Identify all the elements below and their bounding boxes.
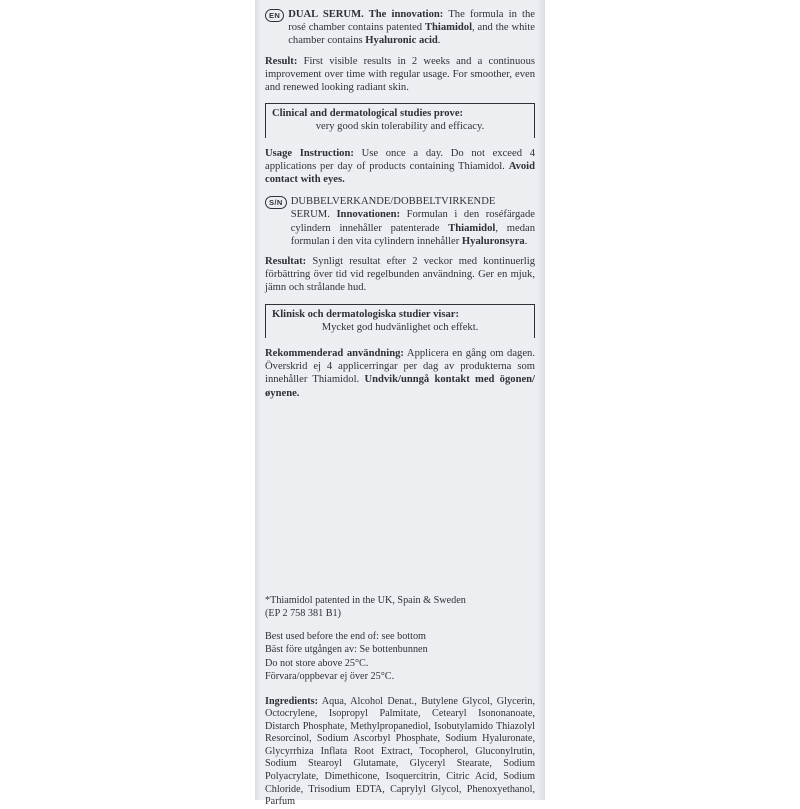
svno-intro-row <box>265 195 535 255</box>
blank-space <box>265 409 535 594</box>
ingredients-label: Ingredients: <box>265 695 319 707</box>
en-intro-row <box>265 8 535 55</box>
en-usage-bold: Avoid contact with eyes. <box>265 160 535 186</box>
svno-innovation-text-2: , medan formulan i den vita cylindern innehåller <box>290 222 535 247</box>
svno-innovation-label: Innovationen: <box>329 209 401 221</box>
svno-result-label: Resultat: <box>265 256 307 268</box>
en-studies-line-1: Clinical and dermatological studies prove: <box>272 108 464 120</box>
svno-innovation-bold-2: Hyaluronsyra <box>461 235 525 247</box>
svno-studies-box <box>265 304 535 338</box>
language-badge-en: EN <box>265 9 284 22</box>
storage-line-3: Förvara/oppbevar ej över 25°C. <box>265 671 395 683</box>
patent-note <box>265 594 535 620</box>
en-intro-paragraph <box>288 8 535 48</box>
svno-studies-line-1: Klinisk och dermatologiska studier visar: <box>272 308 459 320</box>
svno-result-text: Synligt resultat efter 2 veckor med kontinuerlig förbättring över tid vid regelbunden användning. Ger en mjuk, jämn och strålande hud. <box>265 256 535 294</box>
svno-usage-text: Applicera en gång om dagen. Överskrid ej 4 applicerringar per dag av produkterna som innehåller Thiamidol. <box>265 348 535 386</box>
en-intro-bold-1: Thiamidol <box>424 22 473 34</box>
svno-title: DUBBELVERKANDE/DOBBELTVIRKENDE SERUM. <box>290 196 496 221</box>
svno-innovation-bold-1: Thiamidol <box>448 222 496 234</box>
svno-innovation-end: . <box>524 235 528 247</box>
svno-result-paragraph <box>265 255 535 295</box>
en-studies-box <box>265 103 535 137</box>
en-intro-end: . <box>437 35 441 47</box>
storage-line-1: Bäst före utgången av: Se bottenbunnen <box>265 644 428 656</box>
patent-line-2: (EP 2 758 381 B1) <box>265 607 342 619</box>
svno-intro-paragraph <box>291 195 535 248</box>
en-result-text: First visible results in 2 weeks and a continuous improvement over time with regular usage. For smoother, even and renewed looking radiant skin. <box>265 55 535 94</box>
storage-line-0: Best used before the end of: see bottom <box>265 630 426 642</box>
en-intro-text: The formula in the rosé chamber contains patented <box>288 9 536 34</box>
svno-innovation-text: Formulan i den roséfärgade cylindern innehåller patenterade <box>290 209 535 234</box>
language-badge-svno: S/N <box>265 196 287 209</box>
ingredients-paragraph <box>265 696 535 809</box>
patent-line-1: *Thiamidol patented in the UK, Spain & Sweden <box>265 594 466 606</box>
storage-info <box>265 630 535 684</box>
en-usage-text: Use once a day. Do not exceed 4 applications per day of products containing Thiamidol. <box>265 147 535 172</box>
en-studies-line-2: very good skin tolerability and efficacy. <box>315 121 485 133</box>
product-packaging-panel <box>255 0 545 808</box>
en-intro-lead: DUAL SERUM. The innovation: <box>288 9 444 20</box>
en-usage-label: Usage Instruction: <box>265 147 354 159</box>
en-result-paragraph <box>265 55 535 95</box>
en-result-label: Result: <box>265 55 298 67</box>
svno-usage-label: Rekommenderad användning: <box>265 348 404 360</box>
en-usage-paragraph <box>265 147 535 187</box>
storage-line-2: Do not store above 25°C. <box>265 657 369 669</box>
en-intro-text-2: , and the white chamber contains <box>288 22 535 47</box>
en-intro-bold-2: Hyaluronic acid <box>365 35 438 47</box>
ingredients-text: Aqua, Alcohol Denat., Butylene Glycol, Glycerin, Octocrylene, Isopropyl Palmitate, Cetearyl Isononanoate, Distarch Phosphate, Methylpropanediol, Isobutylamido Thiazolyl Resorcinol, Sodium Ascorbyl Phosphate, Sodium Hyaluronate, Glycyrrhiza Inflata Root Extract, Tocopherol, Gluconylrutin, Sodium Stearoyl Glutamate, Glyceryl Stearate, Sodium Polyacrylate, Dimethicone, Isoquercitrin, Citric Acid, Sodium Chloride, Trisodium EDTA, Caprylyl Glycol, Phenoxyethanol, Parfum <box>265 695 535 808</box>
svno-usage-bold: Undvik/unngå kontakt med ögonen/øynene. <box>265 374 535 399</box>
svno-studies-line-2: Mycket god hudvänlighet och effekt. <box>321 321 479 333</box>
svno-usage-paragraph <box>265 347 535 400</box>
